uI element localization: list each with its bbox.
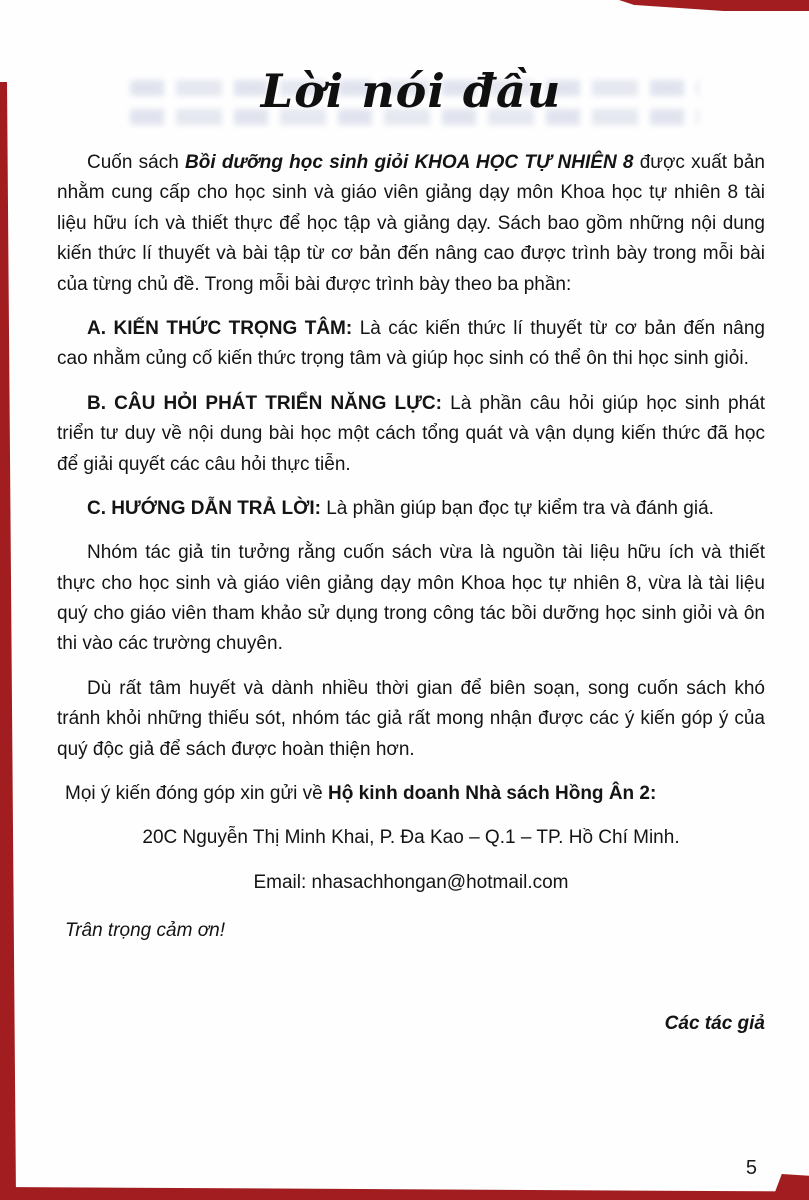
section-a-text: Là các kiến thức lí thuyết từ cơ bản đến nâng cao nhằm củng cố kiến thức trọng tâm và giúp học sinh có thể ôn thi học sinh giỏi.: [57, 317, 765, 370]
section-c-text: Là phần giúp bạn đọc tự kiểm tra và đánh giá.: [320, 497, 714, 519]
section-c-paragraph: [57, 494, 765, 524]
page-content: [57, 56, 765, 1053]
publisher-name: Hộ kinh doanh Nhà sách Hồng Ân 2:: [328, 783, 657, 805]
apology-paragraph: Dù rất tâm huyết và dành nhiều thời gian để biên soạn, song cuốn sách khó tránh khỏi những thiếu sót, nhóm tác giả rất mong nhận được các ý kiến góp ý của quý độc giả để sách được hoàn thiện hơn.: [57, 677, 765, 760]
thanks-line: Trân trọng cảm ơn!: [65, 920, 226, 942]
section-b-text: Là phần câu hỏi giúp học sinh phát triển tư duy về nội dung bài học một cách tổng quát và vận dụng kiến thức đã học để giải quyết các câu hỏi thực tiễn.: [57, 392, 765, 475]
intro-paragraph: [57, 148, 765, 300]
section-a-paragraph: [57, 314, 765, 375]
red-edge-bottom-right: [775, 1174, 809, 1192]
section-b-heading: B. CÂU HỎI PHÁT TRIỂN NĂNG LỰC:: [87, 392, 442, 414]
section-b-paragraph: [57, 389, 765, 480]
red-edge-top-right: [619, 0, 809, 11]
intro-text-pre: Cuốn sách: [87, 152, 185, 173]
page-number: 5: [745, 1157, 757, 1179]
intro-text-post: được xuất bản nhằm cung cấp cho học sinh và giáo viên giảng dạy môn Khoa học tự nhiên 8 tài liệu hữu ích và thiết thực để học tập và giảng dạy. Sách bao gồm những nội dung kiến thức lí thuyết và bài tập từ cơ bản đến nâng cao được trình bày trong mỗi bài của từng chủ đề. Trong mỗi bài được trình bày theo ba phần:: [57, 152, 765, 295]
page-title: Lời nói đầu: [260, 64, 562, 118]
publisher-email: Email: nhasachhongan@hotmail.com: [253, 871, 569, 893]
red-edge-bottom: [0, 1187, 809, 1200]
red-edge-left: [0, 82, 16, 1200]
authors-signature: Các tác giả: [664, 1012, 765, 1034]
confidence-paragraph: Nhóm tác giả tin tưởng rằng cuốn sách vừa là nguồn tài liệu hữu ích và thiết thực cho học sinh và giáo viên giảng dạy môn Khoa học tự nhiên 8, vừa là tài liệu quý cho giáo viên tham khảo sử dụng trong công tác bồi dưỡng học sinh giỏi và ôn thi vào các trường chuyên.: [57, 542, 765, 655]
contact-text-pre: Mọi ý kiến đóng góp xin gửi về: [65, 783, 329, 805]
publisher-address: 20C Nguyễn Thị Minh Khai, P. Đa Kao – Q.1 – TP. Hồ Chí Minh.: [142, 827, 680, 849]
contact-paragraph: [57, 779, 765, 809]
book-title-text: Bồi dưỡng học sinh giỏi KHOA HỌC TỰ NHIÊN 8: [185, 152, 634, 173]
section-a-heading: A. KIẾN THỨC TRỌNG TÂM:: [87, 317, 353, 339]
section-c-heading: C. HƯỚNG DẪN TRẢ LỜI:: [87, 497, 321, 519]
